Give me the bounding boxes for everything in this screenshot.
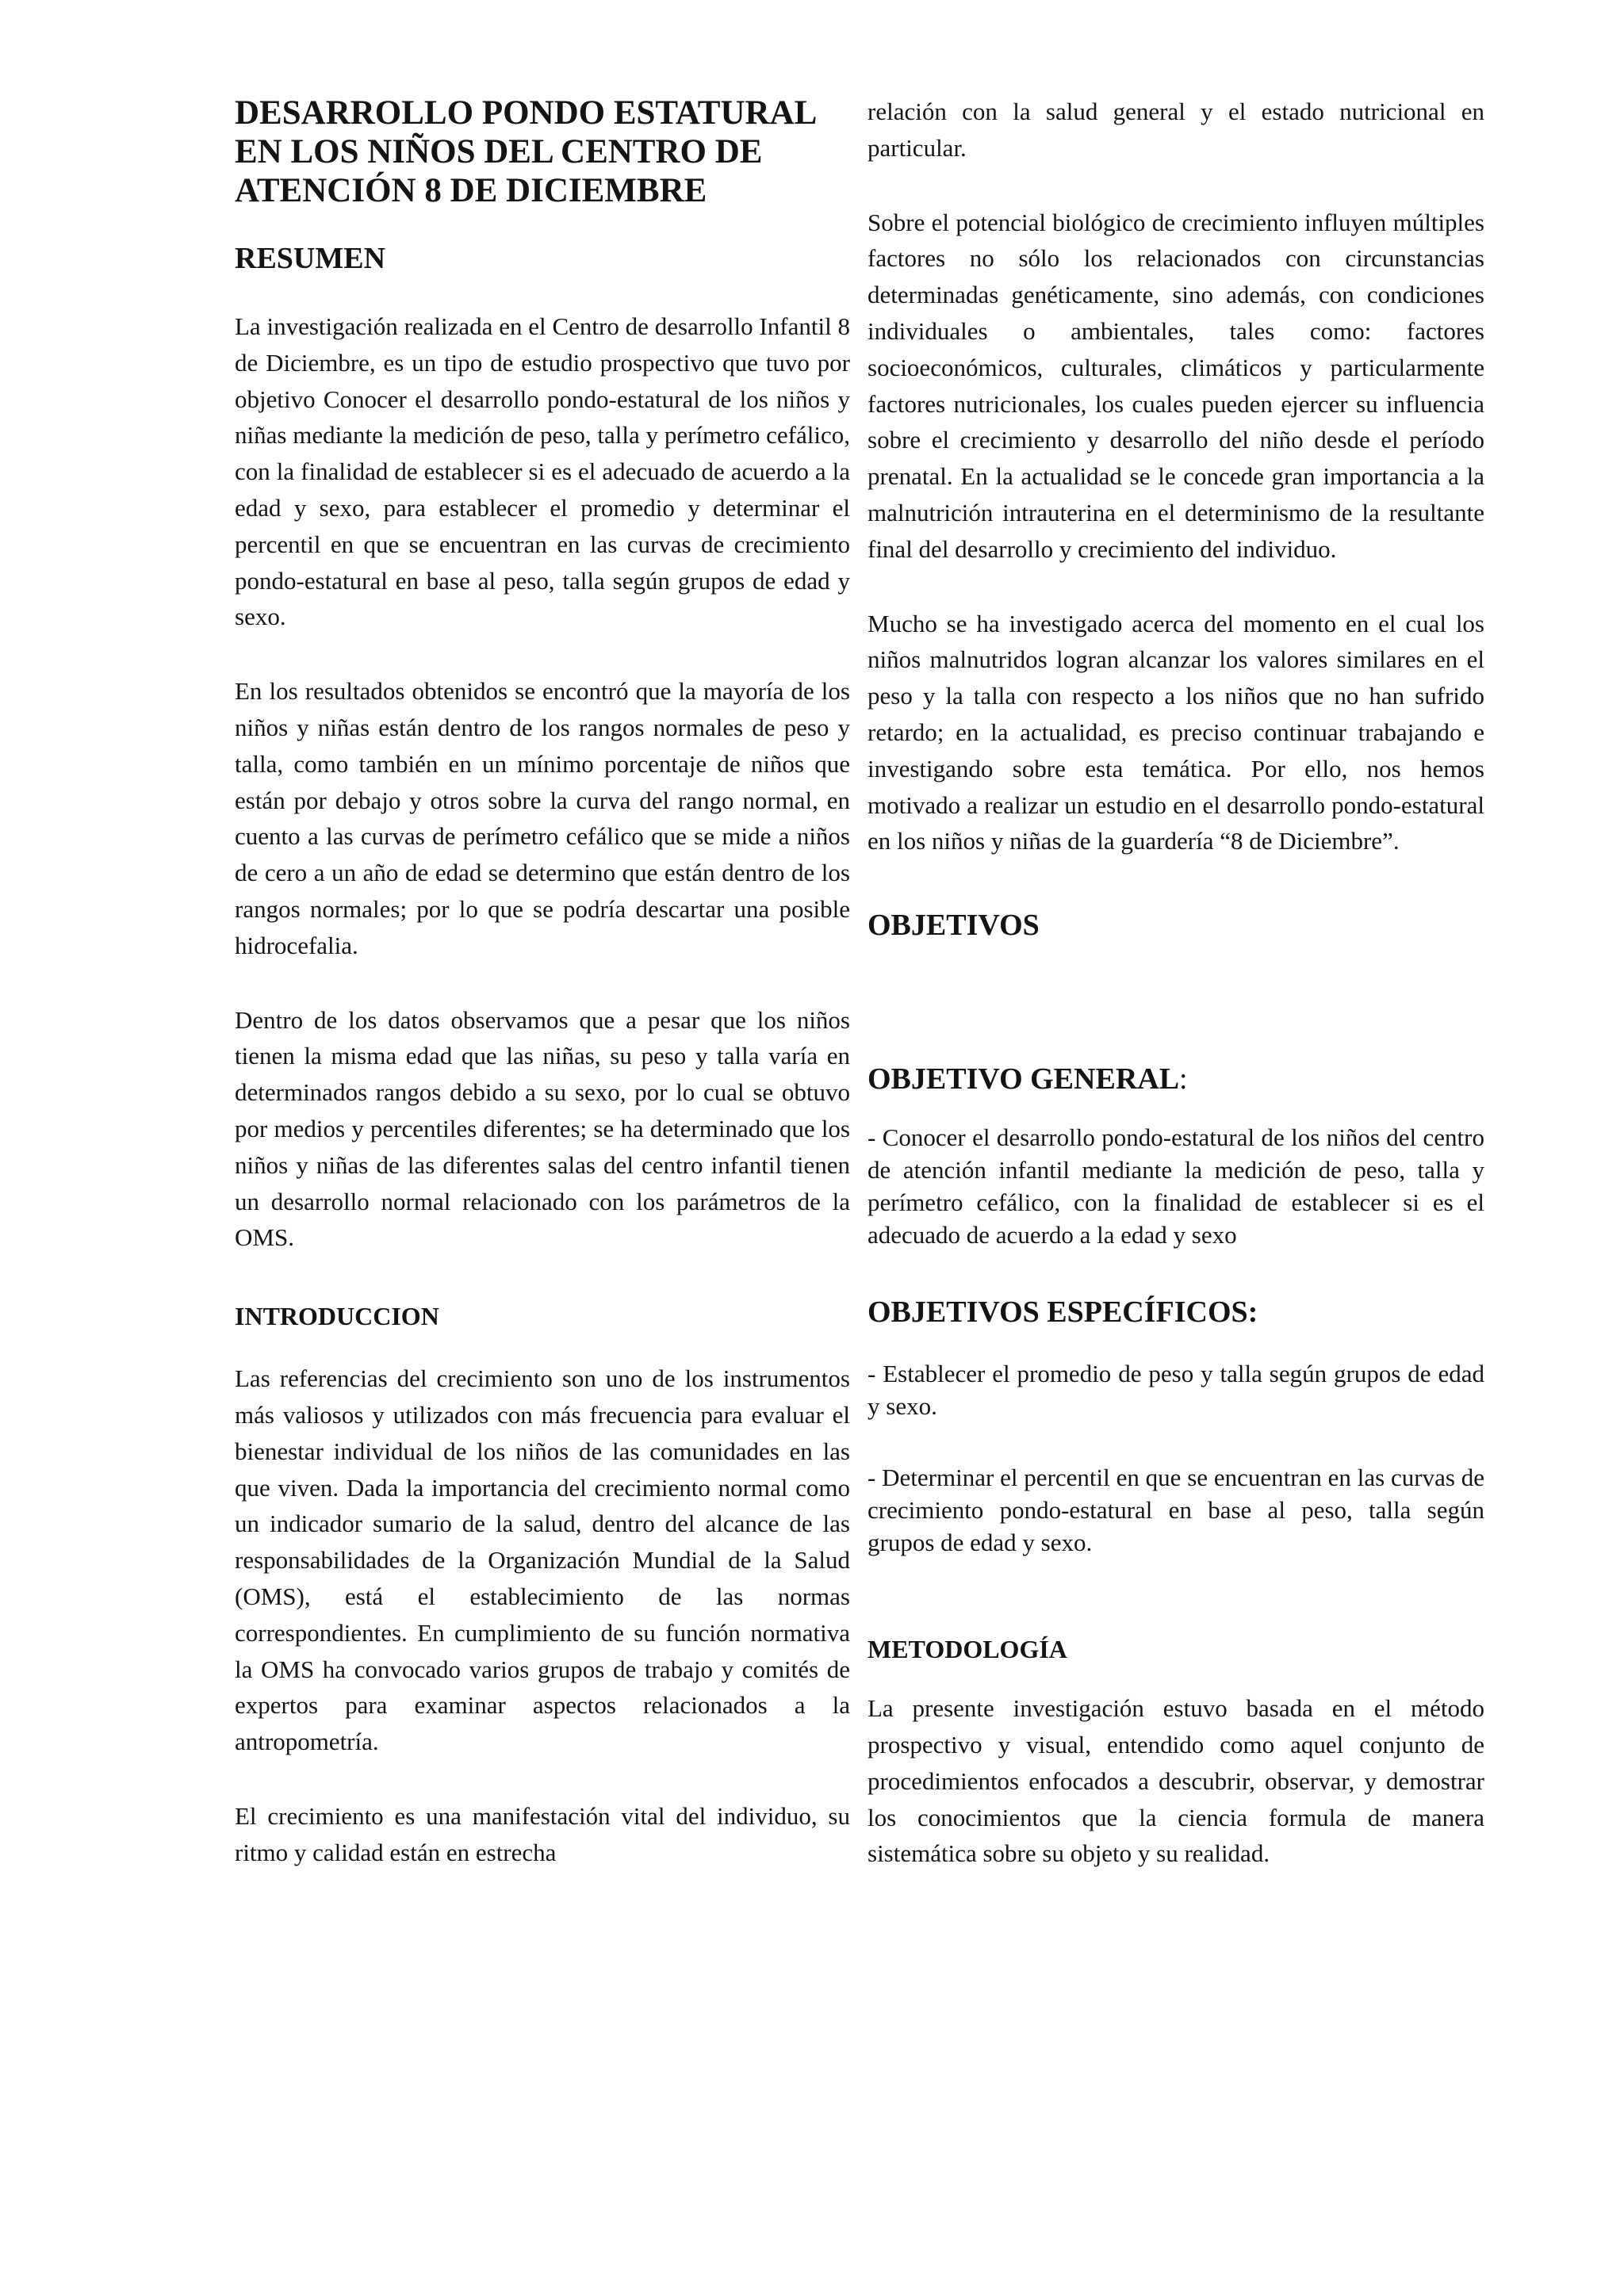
investigado-paragraph: Mucho se ha investigado acerca del momento en el cual los niños malnutridos logran alcanzar los valores similares en el peso y la talla con respecto a los niños que no han sufrido retardo; en la actualidad, es preciso continuar trabajando e investigando sobre esta temática. Por ello, nos hemos motivado a realizar un estudio en el desarrollo pondo-estatural en los niños y niñas de la guardería “8 de Diciembre”. — [868, 609, 1484, 855]
objetivo-general-heading — [868, 1061, 1484, 1097]
objetivo-general-colon: : — [1179, 1062, 1188, 1096]
introduccion-paragraph-1: Las referencias del crecimiento son uno de los instrumentos más valiosos y utilizados con más frecuencia para evaluar el bienestar individual de los niños de las comunidades en las que viven. Dada la importancia del crecimiento normal como un indicador sumario de la salud, dentro del alcance de las responsabilidades de la Organización Mundial de la Salud (OMS), está el establecimiento de las normas correspondientes. En cumplimiento de su función normativa la OMS ha convocado varios grupos de trabajo y comités de expertos para examinar aspectos relacionados a la antropometría. — [235, 1364, 850, 1756]
resumen-paragraph-3: Dentro de los datos observamos que a pesar que los niños tienen la misma edad que las niñas, su peso y talla varía en determinados rangos debido a su sexo, por lo cual se obtuvo por medios y percentiles diferentes; se ha determinado que los niños y niñas de las diferentes salas del centro infantil tienen un desarrollo normal relacionado con los parámetros de la OMS. — [235, 1005, 850, 1252]
resumen-heading: RESUMEN — [235, 242, 386, 275]
introduccion-paragraph-2: El crecimiento es una manifestación vital del individuo, su ritmo y calidad están en estrecha — [235, 1801, 850, 1866]
continuation-paragraph: relación con la salud general y el estado nutricional en particular. — [868, 98, 1484, 162]
left-column — [235, 94, 850, 1870]
resumen-paragraph-1: La investigación realizada en el Centro de desarrollo Infantil 8 de Diciembre, es un tipo de estudio prospectivo que tuvo por objetivo Conocer el desarrollo pondo-estatural de los niños y niñas mediante la medición de peso, talla y perímetro cefálico, con la finalidad de establecer si es el adecuado de acuerdo a la edad y sexo, para establecer el promedio y determinar el percentil en que se encuentran en las curvas de crecimiento pondo-estatural en base al peso, talla según grupos de edad y sexo. — [235, 312, 850, 631]
metodologia-text: La presente investigación estuvo basada en el método prospectivo y visual, entendido como aquel conjunto de procedimientos enfocados a descubrir, observar, y demostrar los conocimientos que la ciencia formula de manera sistemática sobre su objeto y su realidad. — [868, 1694, 1484, 1868]
introduccion-heading: INTRODUCCION — [235, 1302, 439, 1331]
paper-title: DESARROLLO PONDO ESTATURAL EN LOS NIÑOS DEL CENTRO DE ATENCIÓN 8 DE DICIEMBRE — [235, 94, 815, 209]
objetivos-especificos-heading: OBJETIVOS ESPECÍFICOS: — [868, 1295, 1258, 1330]
right-column — [868, 94, 1484, 1872]
crecimiento-paragraph: Sobre el potencial biológico de crecimiento influyen múltiples factores no sólo los relacionados con circunstancias determinadas genéticamente, sino además, con condiciones individuales o ambientales, tales como: factores socioeconómicos, culturales, climáticos y particularmente factores nutricionales, los cuales pueden ejercer su influencia sobre el crecimiento y desarrollo del niño desde el período prenatal. En la actualidad se le concede gran importancia a la malnutrición intrauterina en el determinismo de la resultante final del desarrollo y crecimiento del individuo. — [868, 208, 1484, 563]
objetivo-general-label: OBJETIVO GENERAL — [868, 1062, 1180, 1096]
metodologia-heading: METODOLOGÍA — [868, 1635, 1067, 1664]
objetivos-heading: OBJETIVOS — [868, 909, 1040, 943]
resumen-paragraph-2: En los resultados obtenidos se encontró que la mayoría de los niños y niñas están dentro de los rangos normales de peso y talla, como también en un mínimo porcentaje de niños que están por debajo y otros sobre la curva del rango normal, en cuento a las curvas de perímetro cefálico que se mide a niños de cero a un año de edad se determino que están dentro de los rangos normales; por lo que se podría descartar una posible hidrocefalia. — [235, 677, 850, 959]
objetivo-especifico-1: - Establecer el promedio de peso y talla según grupos de edad y sexo. — [868, 1360, 1484, 1421]
objetivo-general-text: - Conocer el desarrollo pondo-estatural de los niños del centro de atención infantil mediante la medición de peso, talla y perímetro cefálico, con la finalidad de establecer si es el adecuado de acuerdo a la edad y sexo — [868, 1123, 1484, 1249]
objetivo-especifico-2: - Determinar el percentil en que se encuentran en las curvas de crecimiento pondo-estatural en base al peso, talla según grupos de edad y sexo. — [868, 1464, 1484, 1557]
